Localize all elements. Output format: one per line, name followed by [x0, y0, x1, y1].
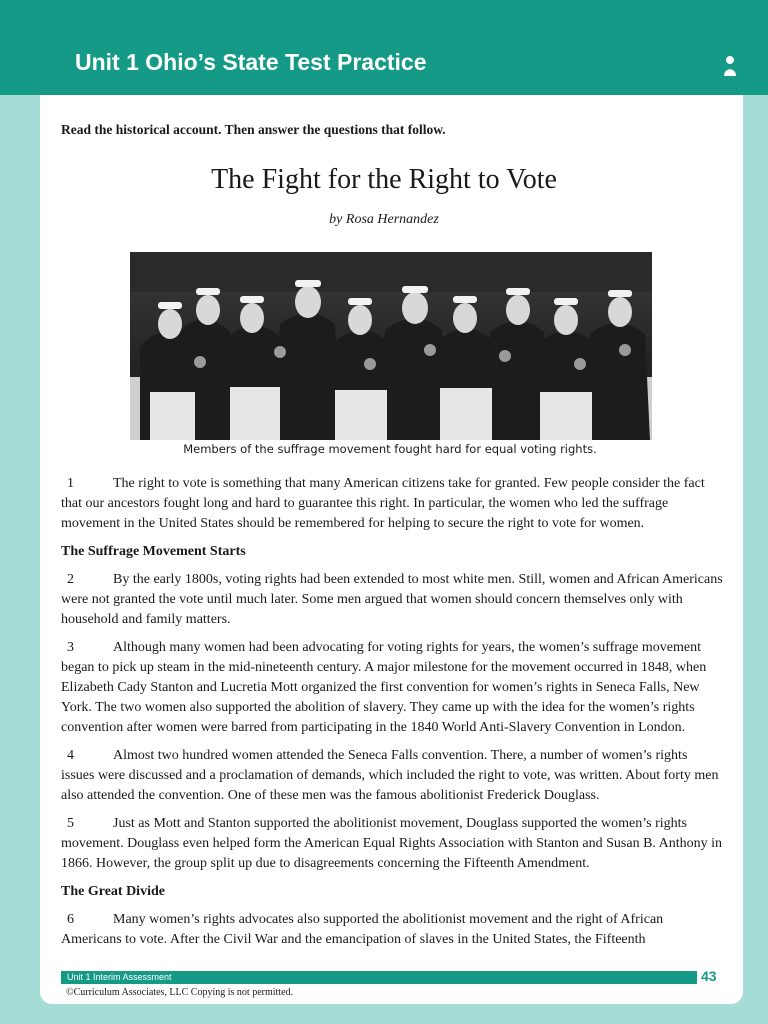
page-number: 43	[701, 968, 717, 984]
paragraph-1: 1 The right to vote is something that many American citizens take for granted. Few people consider the fact that our ancestors fought long and hard to guarantee this right. In particular, the women who led the suffrage movement in the United States should be remembered for helping to secure the right to vote for women.	[61, 476, 705, 531]
suffrage-photo	[130, 252, 652, 440]
article-body	[61, 474, 723, 958]
footer-label: Unit 1 Interim Assessment	[67, 972, 172, 982]
page-header	[0, 0, 768, 95]
paragraph-5: 5 Just as Mott and Stanton supported the abolitionist movement, Douglass supported the women’s rights movement. Douglass even helped form the American Equal Rights Association with Stanton and Susan B. Anthony in 1866. However, the group split up due to disagreements concerning the Fifteenth Amendment.	[61, 816, 723, 871]
paragraph-4: 4 Almost two hundred women attended the Seneca Falls convention. There, a number of women’s rights issues were discussed and a proclamation of demands, which included the right to vote, was written. About forty men also attended the convention. One of these men was the famous abolitionist Frederick Douglass.	[61, 748, 719, 803]
section-heading: The Great Divide	[61, 884, 165, 899]
person-icon	[722, 55, 738, 77]
header-title: Unit 1 Ohio’s State Test Practice	[75, 49, 427, 75]
section-heading: The Suffrage Movement Starts	[61, 544, 246, 559]
article-title: The Fight for the Right to Vote	[211, 164, 557, 195]
photo-caption: Members of the suffrage movement fought hard for equal voting rights.	[183, 442, 597, 456]
paragraph-2: 2 By the early 1800s, voting rights had been extended to most white men. Still, women and African Americans were not granted the vote until much later. Some men argued that women should concern themselves only with household and family matters.	[61, 572, 723, 627]
paragraph-6: 6 Many women’s rights advocates also supported the abolitionist movement and the right of African Americans to vote. After the Civil War and the emancipation of slaves in the United States, the Fifteenth	[61, 912, 664, 947]
paragraph-3: 3 Although many women had been advocating for voting rights for years, the women’s suffrage movement began to pick up steam in the mid-nineteenth century. A major milestone for the movement occurred in 1848, when Elizabeth Cady Stanton and Lucretia Mott organized the first convention for women’s rights in Seneca Falls, New York. The two women also supported the abolition of slavery. They came up with the idea for the women’s rights convention after women were barred from participating in the 1840 World Anti-Slavery Convention in London.	[61, 640, 707, 735]
copyright-notice: ©Curriculum Associates, LLC Copying is not permitted.	[66, 987, 294, 998]
article-byline: by Rosa Hernandez	[329, 212, 439, 227]
instruction-text: Read the historical account. Then answer the questions that follow.	[61, 122, 446, 137]
